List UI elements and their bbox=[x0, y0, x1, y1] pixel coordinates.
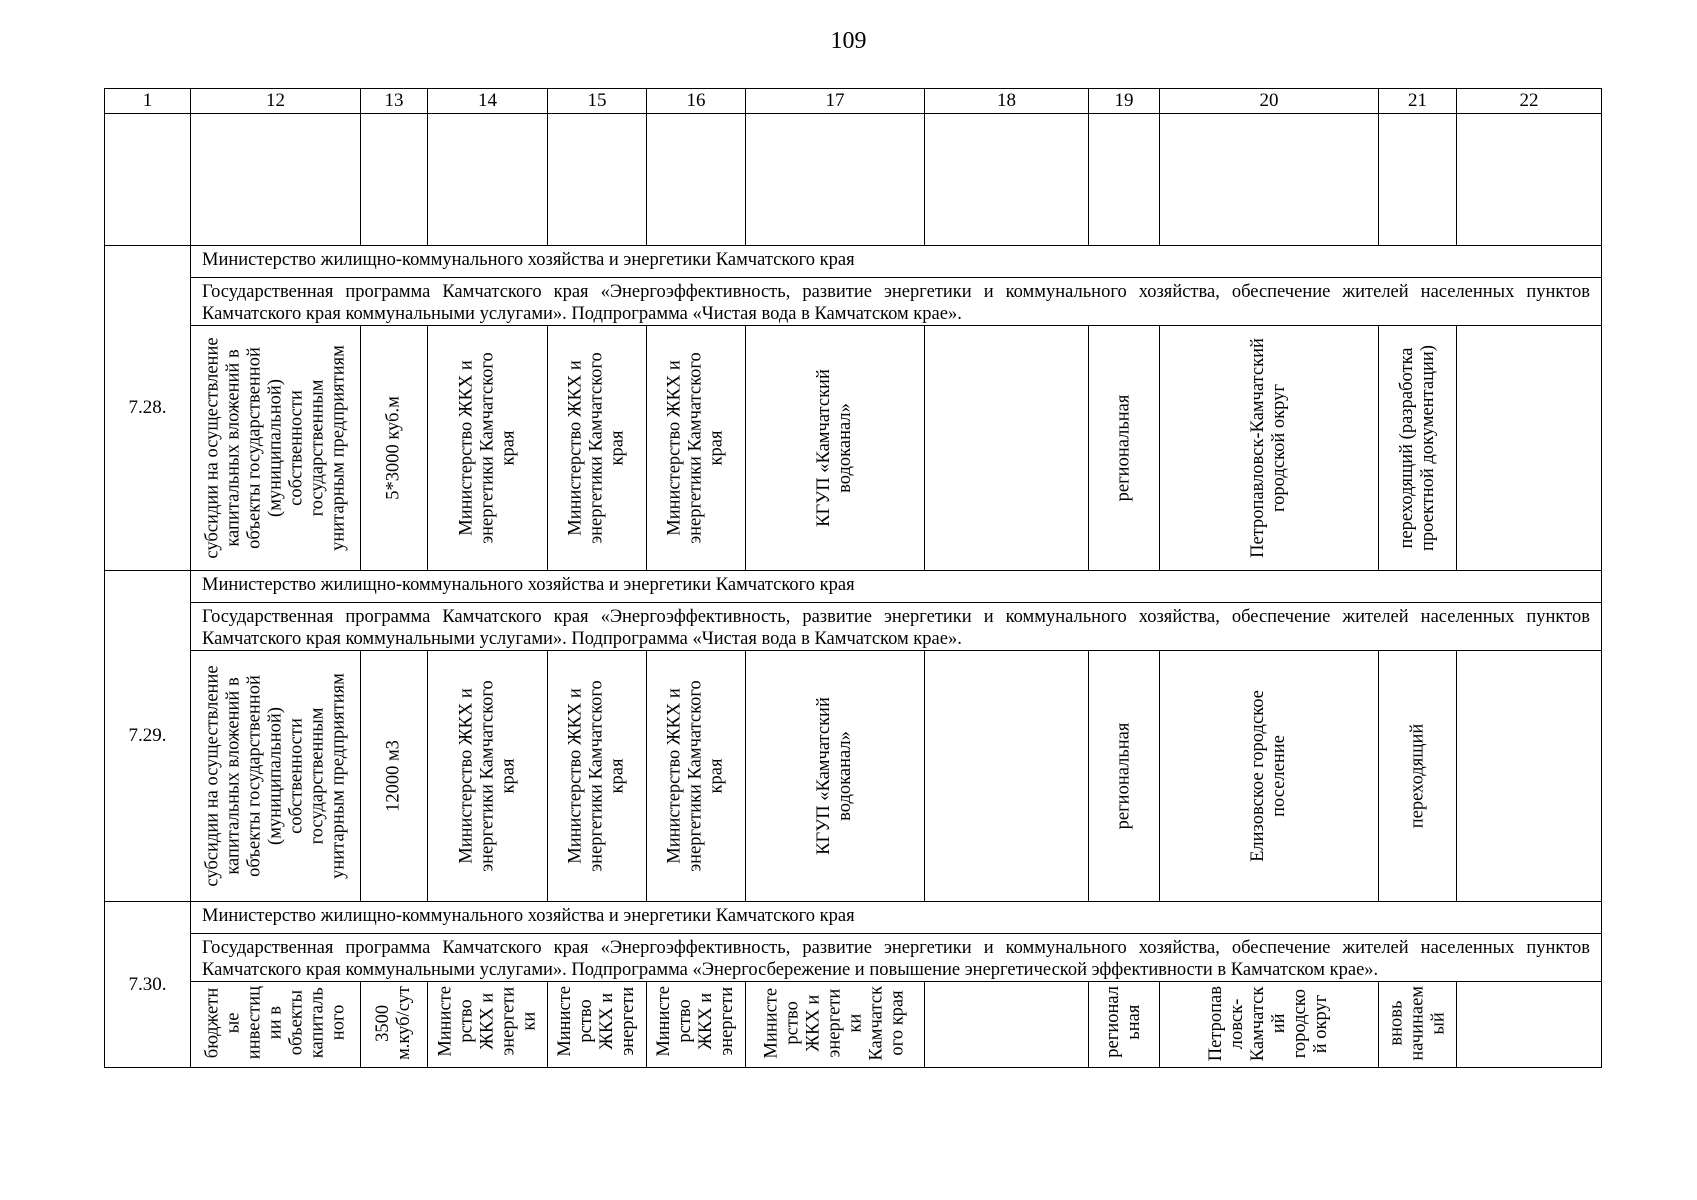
program-row bbox=[105, 934, 1602, 982]
detail-row bbox=[105, 651, 1602, 902]
row-number: 7.30. bbox=[105, 902, 191, 1068]
recipient: КГУП «Камчатский водоканал» bbox=[814, 697, 855, 855]
ministry-name: Министерство жилищно-коммунального хозяйства и энергетики Камчатского края bbox=[191, 571, 1602, 603]
empty-cell bbox=[925, 651, 1089, 902]
administrator: Министерство ЖКХ и энергетики Камчатского края bbox=[565, 680, 628, 872]
column-number-row bbox=[105, 89, 1602, 114]
recipient: КГУП «Камчатский водоканал» bbox=[814, 369, 855, 527]
administrator: Министерство ЖКХ и энергетики Камчатского края bbox=[565, 352, 628, 544]
capacity: 5*3000 куб.м bbox=[383, 396, 404, 500]
program-text: Государственная программа Камчатского края «Энергоэффективность, развитие энергетики и коммунального хозяйства, обеспечение жителей населенных пунктов Камчатского края коммунальными услугами». Подпрограмма «Чистая вода в Камчатском крае». bbox=[191, 278, 1602, 326]
col-header: 12 bbox=[191, 89, 361, 114]
empty-cell bbox=[1457, 982, 1602, 1068]
program-row bbox=[105, 278, 1602, 326]
funding-type: субсидии на осуществление капитальных вложений в объекты государственной (муниципальной) собственности государственным унитарным предприятиям bbox=[202, 665, 348, 887]
customer: Министерство ЖКХ и энергетики Камчатского края bbox=[456, 680, 518, 872]
empty-cell bbox=[1457, 651, 1602, 902]
blank-row bbox=[105, 114, 1602, 246]
customer: Министе рство ЖКХ и энергети ки bbox=[435, 986, 539, 1057]
ownership: региональная bbox=[1113, 394, 1134, 502]
program-text: Государственная программа Камчатского края «Энергоэффективность, развитие энергетики и коммунального хозяйства, обеспечение жителей населенных пунктов Камчатского края коммунальными услугами». Подпрограмма «Чистая вода в Камчатском крае». bbox=[191, 603, 1602, 651]
capacity: 12000 м3 bbox=[383, 740, 404, 812]
document-table bbox=[104, 88, 1602, 1068]
customer: Министерство ЖКХ и энергетики Камчатского края bbox=[456, 352, 518, 544]
col-header: 13 bbox=[361, 89, 428, 114]
location: Петропав ловск- Камчатск ий городско й округ bbox=[1206, 986, 1331, 1062]
ownership: регионал ьная bbox=[1103, 986, 1144, 1058]
col-header: 19 bbox=[1089, 89, 1160, 114]
row-number: 7.29. bbox=[105, 571, 191, 902]
col-header: 16 bbox=[647, 89, 746, 114]
col-header: 15 bbox=[548, 89, 647, 114]
detail-row bbox=[105, 982, 1602, 1068]
ministry-row bbox=[105, 902, 1602, 934]
ministry-name: Министерство жилищно-коммунального хозяйства и энергетики Камчатского края bbox=[191, 246, 1602, 278]
empty-cell bbox=[1457, 326, 1602, 571]
col-header: 20 bbox=[1160, 89, 1379, 114]
location: Петропавловск-Камчатский городской округ bbox=[1248, 338, 1289, 558]
funding-type: бюджетн ые инвестиц ии в объекты капиталь ного bbox=[202, 986, 348, 1060]
program-row bbox=[105, 603, 1602, 651]
detail-row bbox=[105, 326, 1602, 571]
funding-type: субсидии на осуществление капитальных вложений в объекты государственной (муниципальной) собственности государственным унитарным предприятиям bbox=[202, 337, 348, 559]
col-header: 17 bbox=[746, 89, 925, 114]
developer: Министерство ЖКХ и энергетики Камчатского края bbox=[664, 352, 727, 544]
col-header: 18 bbox=[925, 89, 1089, 114]
status: вновь начинаем ый bbox=[1386, 986, 1448, 1061]
empty-cell bbox=[925, 326, 1089, 571]
ownership: региональная bbox=[1113, 722, 1134, 830]
col-header: 1 bbox=[105, 89, 191, 114]
administrator: Министе рство ЖКХ и энергети bbox=[555, 986, 638, 1057]
location: Елизовское городское поселение bbox=[1248, 690, 1289, 862]
status: переходящий (разработка проектной документации) bbox=[1396, 345, 1438, 551]
developer: Министерство ЖКХ и энергетики Камчатского края bbox=[664, 680, 727, 872]
col-header: 21 bbox=[1379, 89, 1457, 114]
col-header: 22 bbox=[1457, 89, 1602, 114]
capacity: 3500 м.куб/сут bbox=[373, 986, 414, 1060]
ministry-row bbox=[105, 246, 1602, 278]
page-number: 109 bbox=[830, 28, 867, 54]
status: переходящий bbox=[1407, 723, 1427, 829]
row-number: 7.28. bbox=[105, 246, 191, 571]
ministry-row bbox=[105, 571, 1602, 603]
program-text: Государственная программа Камчатского края «Энергоэффективность, развитие энергетики и коммунального хозяйства, обеспечение жителей населенных пунктов Камчатского края коммунальными услугами». Подпрограмма «Энергосбережение и повышение энергетической эффективности в Камчатском крае». bbox=[191, 934, 1602, 982]
col-header: 14 bbox=[428, 89, 548, 114]
recipient: Министе рство ЖКХ и энергети ки Камчатск ого края bbox=[761, 986, 908, 1061]
empty-cell bbox=[925, 982, 1089, 1068]
developer: Министе рство ЖКХ и энергети bbox=[654, 986, 737, 1057]
ministry-name: Министерство жилищно-коммунального хозяйства и энергетики Камчатского края bbox=[191, 902, 1602, 934]
